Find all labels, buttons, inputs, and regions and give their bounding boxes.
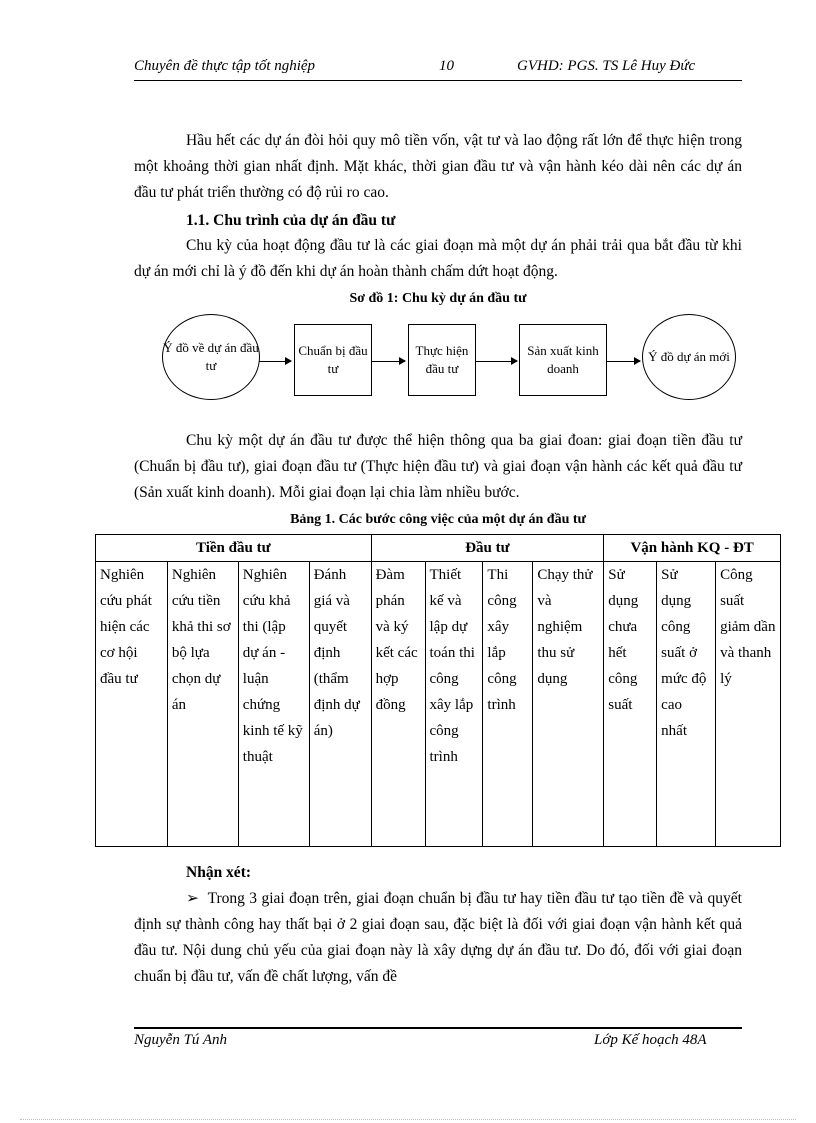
page-number: 10	[439, 58, 454, 74]
header-rule	[134, 80, 742, 81]
node-implementation: Thực hiện đầu tư	[408, 324, 476, 396]
footer-rule	[134, 1027, 742, 1029]
arrow-4	[606, 361, 640, 362]
table-cell: Đánh giá và quyết định (thẩm định dự án)	[309, 562, 371, 847]
arrow-3	[475, 361, 517, 362]
arrow-2	[371, 361, 405, 362]
header-doc-title: Chuyên đề thực tập tốt nghiệp	[134, 58, 316, 74]
paragraph-4	[134, 886, 742, 990]
node-preparation: Chuẩn bị đầu tư	[294, 324, 372, 396]
group-pre-investment: Tiền đầu tư	[96, 535, 372, 562]
node-idea: Ý đồ về dự án đầu tư	[162, 314, 260, 400]
table-cell: Sử dụng chưa hết công suất	[604, 562, 657, 847]
table-title: Bảng 1. Các bước công việc của một dự án đầu tư	[290, 512, 586, 527]
table-cell: Chạy thử và nghiệm thu sử dụng	[533, 562, 604, 847]
paragraph-1: Hầu hết các dự án đòi hỏi quy mô tiền vốn, vật tư và lao động rất lớn để thực hiện trong một khoảng thời gian nhất định. Mặt khác, thời gian đầu tư và vận hành kéo dài nên các dự án đầu tư phát triển thường có độ rủi ro cao.	[134, 132, 742, 201]
table-cell: Thiết kế và lập dự toán thi công xây lắp công trình	[425, 562, 483, 847]
section-heading: 1.1. Chu trình của dự án đầu tư	[186, 212, 396, 229]
table-cell: Nghiên cứu tiền khả thi sơ bộ lựa chọn dự án	[167, 562, 238, 847]
table-cell: Sử dụng công suất ở mức độ cao nhất	[657, 562, 716, 847]
paragraph-4-text: Trong 3 giai đoạn trên, giai đoạn chuẩn bị đầu tư hay tiền đầu tư tạo tiền đề và quyết định sự thành công hay thất bại ở 2 giai đoạn sau, đặc biệt là đối với giai đoạn vận hành kết quả đầu tư. Nội dung chủ yếu của giai đoạn này là xây dựng dự án đầu tư. Do đó, đối với giai đoạn chuẩn bị đầu tư, vấn đề chất lượng, vấn đề	[134, 890, 742, 985]
bullet-arrow-icon: ➢	[186, 890, 199, 907]
node-operation: Sản xuất kinh doanh	[519, 324, 607, 396]
table-cell: Nghiên cứu khả thi (lập dự án - luận chứng kinh tế kỹ thuật	[238, 562, 309, 847]
arrow-1	[259, 361, 291, 362]
table-cell: Thi công xây lắp công trình	[483, 562, 533, 847]
header-supervisor: GVHD: PGS. TS Lê Huy Đức	[517, 58, 696, 74]
diagram-title: Sơ đồ 1: Chu kỳ dự án đầu tư	[349, 291, 527, 306]
project-cycle-diagram	[134, 314, 742, 404]
table-cell: Nghiên cứu phát hiện các cơ hội đầu tư	[96, 562, 168, 847]
group-investment: Đầu tư	[371, 535, 604, 562]
table-row	[96, 562, 781, 847]
table-cell: Đàm phán và ký kết các hợp đồng	[371, 562, 425, 847]
page-edge-dots	[20, 1119, 796, 1120]
footer-class: Lớp Kế hoạch 48A	[594, 1032, 707, 1048]
paragraph-2: Chu kỳ của hoạt động đầu tư là các giai đoạn mà một dự án phải trải qua bắt đầu từ khi dự án mới chỉ là ý đồ đến khi dự án hoàn thành chấm dứt hoạt động.	[134, 237, 742, 280]
footer-author: Nguyễn Tú Anh	[134, 1032, 228, 1048]
table-cell: Công suất giảm dần và thanh lý	[716, 562, 781, 847]
node-new-idea: Ý đồ dự án mới	[642, 314, 736, 400]
group-operation: Vận hành KQ - ĐT	[604, 535, 781, 562]
project-steps-table	[95, 534, 781, 847]
remark-heading: Nhận xét:	[186, 864, 252, 881]
page-header	[134, 58, 742, 78]
table-header-row	[96, 535, 781, 562]
paragraph-3: Chu kỳ một dự án đầu tư được thể hiện thông qua ba giai đoan: giai đoạn tiền đầu tư (Chuẩn bị đầu tư), giai đoạn đầu tư (Thực hiện đầu tư) và giai đoạn vận hành các kết quả đầu tư (Sản xuất kinh doanh). Mỗi giai đoạn lại chia làm nhiều bước.	[134, 432, 742, 501]
